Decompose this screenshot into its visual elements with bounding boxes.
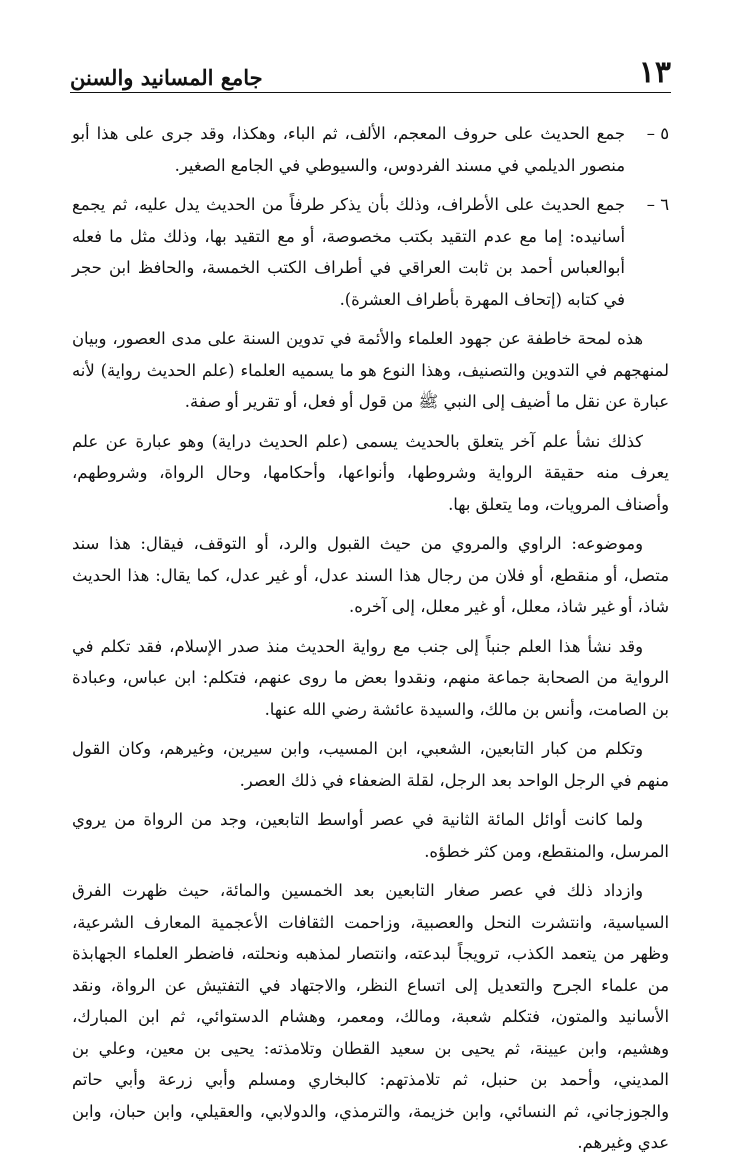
paragraph: كذلك نشأ علم آخر يتعلق بالحديث يسمى (علم الحديث دراية) وهو عبارة عن علم يعرف منه حقيقة الرواية وشروطها، وأنواعها، وأحكامها، وحال الرواة، وشروطهم، وأصناف المرويات، وما يتعلق بها. bbox=[72, 431, 669, 514]
list-item-text: جمع الحديث على حروف المعجم، الألف، ثم الباء، وهكذا، وقد جرى على هذا أبو منصور الديلمي في مسند الفردوس، والسيوطي في الجامع الصغير. bbox=[72, 124, 625, 175]
page-number: ١٣ bbox=[638, 55, 671, 90]
paragraph: وتكلم من كبار التابعين، الشعبي، ابن المسيب، وابن سيرين، وغيرهم، وكان القول منهم في الرجل الواحد بعد الرجل، لقلة الضعفاء في ذلك العصر. bbox=[72, 739, 669, 790]
paragraph: وموضوعه: الراوي والمروي من حيث القبول والرد، أو التوقف، فيقال: هذا سند متصل، أو منقطع، أو فلان من رجال هذا السند عدل، أو غير عدل، كما يقال: هذا الحديث شاذ، أو غير شاذ، معلل، أو غير معلل، إلى آخره. bbox=[72, 534, 669, 616]
running-title: جامع المسانيد والسنن bbox=[70, 65, 263, 90]
paragraph: وازداد ذلك في عصر صغار التابعين بعد الخمسين والمائة، حيث ظهرت الفرق السياسية، وانتشرت النحل والعصبية، وزاحمت الثقافات الأعجمية المعارف الشرعية، وظهر من يتعمد الكذب، ترويجاً لبدعته، وانتصار لمذهبه ونحلته، فاضطر العلماء الجهابذة من علماء الجرح والتعديل إلى اتساع النظر، والاجتهاد في التفتيش عن الرواة، ونقد الأسانيد والمتون، فتكلم شعبة، ومالك، ومعمر، وهشام الدستوائي، ثم ابن المبارك، وهشيم، وابن عيينة، ثم يحيى بن سعيد القطان وتلامذته: يحيى بن معين، وعلي بن المديني، وأحمد بن حنبل، ثم تلامذتهم: كالبخاري ومسلم وأبي زرعة وأبي حاتم والجوزجاني، ثم النسائي، وابن خزيمة، والترمذي، والدولابي، والعقيلي، وابن حبان، وابن عدي وغيرهم. bbox=[72, 881, 669, 1152]
list-item-number: ٥ – bbox=[646, 124, 669, 143]
page-body bbox=[72, 118, 669, 1167]
list-item bbox=[72, 189, 669, 315]
paragraph: هذه لمحة خاطفة عن جهود العلماء والأئمة في تدوين السنة على مدى العصور، وبيان لمنهجهم في التدوين والتصنيف، وهذا النوع هو ما يسميه العلماء (علم الحديث رواية) لأنه عبارة عن نقل ما أضيف إلى النبي ﷺ من قول أو فعل، أو تقرير أو صفة. bbox=[72, 329, 669, 411]
list-item-number: ٦ – bbox=[646, 195, 669, 214]
list-item-text: جمع الحديث على الأطراف، وذلك بأن يذكر طرفاً من الحديث يدل عليه، ثم يجمع أسانيده: إما مع عدم التقيد بكتب مخصوصة، أو مع التقيد بها، وذلك مثل ما فعله أبوالعباس أحمد بن ثابت العراقي في أطراف الكتب الخمسة، والحافظ ابن حجر في كتابه (إتحاف المهرة بأطراف العشرة). bbox=[72, 195, 625, 309]
paragraph: ولما كانت أوائل المائة الثانية في عصر أواسط التابعين، وجد من الرواة من يروي المرسل، والمنقطع، ومن كثر خطؤه. bbox=[72, 810, 669, 861]
page-header bbox=[70, 52, 671, 93]
paragraph: وقد نشأ هذا العلم جنباً إلى جنب مع رواية الحديث منذ صدر الإسلام، فقد تكلم في الرواية من الصحابة جماعة منهم، ونقدوا بعض ما روى عنهم، فتكلم: ابن عباس، وعبادة بن الصامت، وأنس بن مالك، والسيدة عائشة رضي الله عنها. bbox=[72, 636, 669, 719]
list-item bbox=[72, 118, 669, 181]
